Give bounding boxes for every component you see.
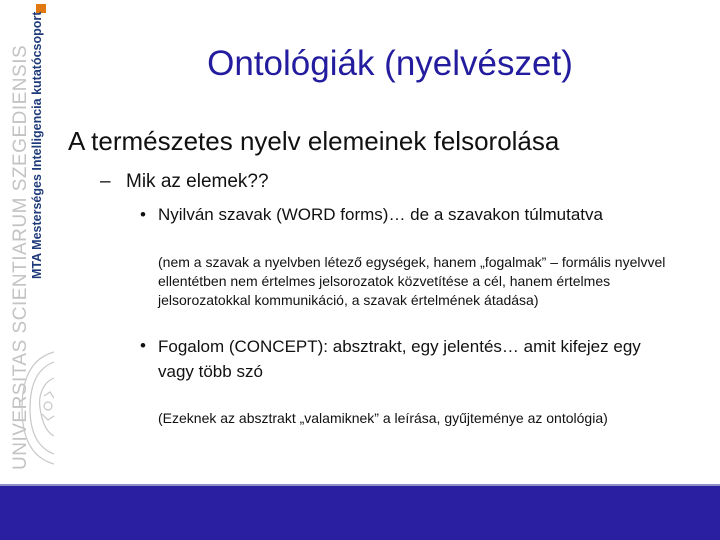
level2-text: Mik az elemek??	[126, 171, 269, 192]
university-seal-icon	[18, 348, 54, 468]
org-name-vertical: MTA Mesterséges Intelligencia kutatócsoport	[30, 12, 44, 280]
sidebar-branding	[0, 0, 54, 486]
bullet-marker: •	[140, 336, 146, 355]
bullet-text: Fogalom (CONCEPT): absztrakt, egy jelentés… amit kifejez egy vagy több szó	[158, 337, 641, 381]
dash-marker: –	[100, 171, 111, 192]
footer-bar	[0, 486, 720, 540]
bullet-text: Nyilván szavak (WORD forms)… de a szavakon túlmutatva	[158, 205, 603, 224]
level1-item: A természetes nyelv elemeinek felsorolása	[68, 126, 560, 156]
university-name-vertical: UNIVERSITAS SCIENTIARUM SZEGEDIENSIS	[10, 44, 31, 470]
note-ontology: (Ezeknek az absztrakt „valamiknek” a leírása, gyűjteménye az ontológia)	[158, 410, 608, 426]
note-words: (nem a szavak a nyelvben létező egységek, hanem „fogalmak” – formális nyelvvel ellentétben nem értelmes jelsorozatok közvetítése a cél, hanem értelmes jelsorozatokkal kommunikáció, a szavak értelmének átadása)	[158, 254, 666, 308]
slide-title: Ontológiák (nyelvészet)	[207, 44, 573, 83]
bullet-item-concept	[140, 334, 680, 384]
bullet-marker: •	[140, 205, 146, 224]
bullet-item-words	[140, 203, 640, 227]
level2-item	[100, 171, 269, 193]
